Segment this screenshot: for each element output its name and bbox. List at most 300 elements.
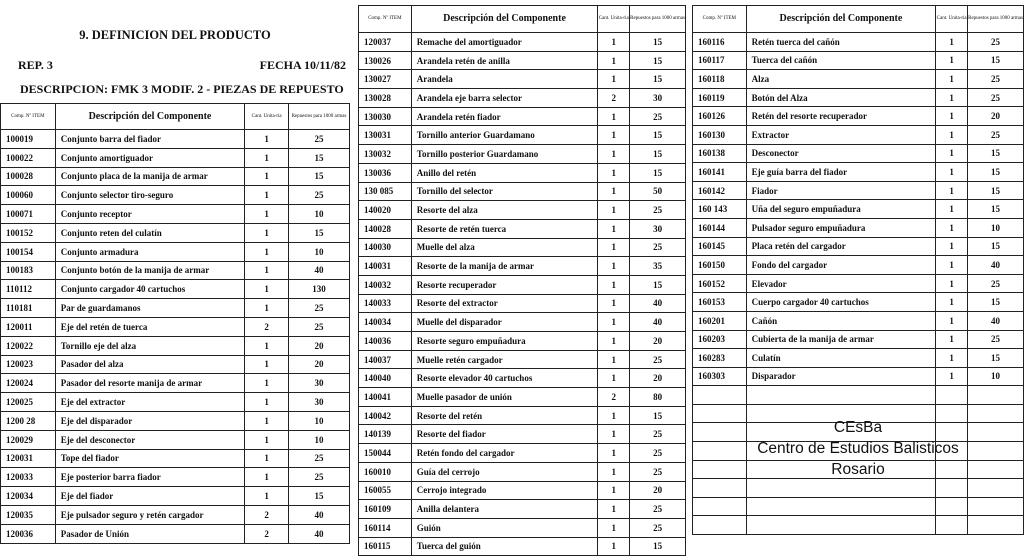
spares-cell: 10 [289,242,350,261]
table-row [693,330,1024,349]
table-row [359,425,686,444]
table-row [693,88,1024,107]
item-number-cell: 130 085 [359,182,412,201]
description-cell: Pasador del alza [55,355,245,374]
description-cell: Retén fondo del cargador [411,444,597,463]
table-row [1,280,350,299]
spares-cell: 15 [630,163,686,182]
empty-cell [936,516,968,535]
spares-cell: 40 [968,311,1024,330]
quantity-cell: 1 [245,186,289,205]
description-cell: Eje guía barra del fiador [746,163,936,182]
description-cell: Muelle del disparador [411,313,597,332]
table-row [359,369,686,388]
quantity-cell: 1 [598,107,630,126]
quantity-cell: 2 [245,505,289,524]
column-header-description: Descripción del Componente [55,104,245,130]
quantity-cell: 1 [598,275,630,294]
spares-cell: 15 [289,167,350,186]
item-number-cell: 120031 [1,449,56,468]
spares-cell: 15 [968,237,1024,256]
spares-cell: 15 [289,223,350,242]
quantity-cell: 1 [936,330,968,349]
table-row [693,163,1024,182]
column-header-spares [289,104,350,130]
item-number-cell: 120037 [359,33,412,52]
quantity-cell: 1 [598,126,630,145]
description-cell: Arandela eje barra selector [411,89,597,108]
item-number-cell: 160152 [693,274,747,293]
table-header-row [693,6,1024,33]
table-row [359,275,686,294]
item-number-cell: 160115 [359,537,412,556]
spares-cell: 15 [968,144,1024,163]
empty-cell [746,386,936,405]
item-number-cell: 130031 [359,126,412,145]
quantity-cell: 1 [245,374,289,393]
description-cell: Extractor [746,125,936,144]
description-cell: Resorte del extractor [411,294,597,313]
table-row [359,257,686,276]
quantity-cell: 1 [245,242,289,261]
quantity-cell: 2 [245,317,289,336]
description-cell: Anilla delantera [411,500,597,519]
quantity-cell: 1 [598,444,630,463]
description-cell: Resorte recuperador [411,275,597,294]
table-row [359,70,686,89]
table-row [359,406,686,425]
empty-table-row [693,516,1024,535]
spares-cell: 25 [630,201,686,220]
description-cell: Pasador del resorte manija de armar [55,374,245,393]
description-cell: Eje pulsador seguro y retén cargador [55,505,245,524]
item-number-cell: 120034 [1,487,56,506]
description-cell: Botón del Alza [746,88,936,107]
quantity-cell: 1 [598,219,630,238]
quantity-cell: 1 [598,406,630,425]
quantity-cell: 1 [598,462,630,481]
quantity-cell: 1 [598,425,630,444]
column-header-spares [630,6,686,33]
table-row [693,311,1024,330]
quantity-cell: 2 [598,388,630,407]
table-row [359,145,686,164]
table-row [693,107,1024,126]
description-cell: Tuerca del guión [411,537,597,556]
quantity-cell: 1 [245,261,289,280]
quantity-cell: 1 [598,500,630,519]
spares-cell: 20 [289,336,350,355]
watermark-line-3: Rosario [831,461,885,478]
item-number-cell: 140139 [359,425,412,444]
item-number-cell: 140033 [359,294,412,313]
item-number-cell: 160117 [693,51,747,70]
empty-cell [746,497,936,516]
spares-cell: 15 [289,487,350,506]
quantity-cell: 1 [598,350,630,369]
item-number-cell: 160126 [693,107,747,126]
spares-cell: 130 [289,280,350,299]
item-number-cell: 100071 [1,205,56,224]
quantity-cell: 1 [245,148,289,167]
description-cell: Eje posterior barra fiador [55,468,245,487]
description-cell: Muelle del alza [411,238,597,257]
item-number-cell: 140020 [359,201,412,220]
table-row [359,462,686,481]
table-row [693,51,1024,70]
item-number-cell: 120036 [1,524,56,543]
table-row [1,205,350,224]
table-row [693,274,1024,293]
item-number-cell: 160303 [693,367,747,386]
item-number-cell: 130030 [359,107,412,126]
description-cell: Conjunto barra del fiador [55,130,245,149]
empty-table-row [693,497,1024,516]
item-number-cell: 160283 [693,349,747,368]
spares-cell: 25 [968,125,1024,144]
item-number-cell: 160153 [693,293,747,312]
description-cell: Resorte elevador 40 cartuchos [411,369,597,388]
description-cell: Retén del resorte recuperador [746,107,936,126]
spares-cell: 15 [630,145,686,164]
description-cell: Arandela retén de anilla [411,51,597,70]
table-row [359,126,686,145]
table-row [359,388,686,407]
spares-cell: 30 [630,219,686,238]
item-number-cell: 100028 [1,167,56,186]
item-number-cell: 140031 [359,257,412,276]
quantity-cell: 1 [598,332,630,351]
spares-cell: 15 [968,181,1024,200]
spares-cell: 80 [630,388,686,407]
item-number-cell: 100152 [1,223,56,242]
table-row [1,505,350,524]
item-number-cell: 160 143 [693,200,747,219]
fecha-label: FECHA 10/11/82 [259,58,346,72]
description-cell: Conjunto receptor [55,205,245,224]
spares-cell: 15 [289,148,350,167]
description-cell: Cubierta de la manija de armar [746,330,936,349]
quantity-cell: 2 [598,89,630,108]
spares-cell: 15 [968,163,1024,182]
spares-cell: 15 [630,406,686,425]
spares-cell: 25 [630,238,686,257]
quantity-cell: 1 [598,182,630,201]
description-heading: DESCRIPCION: FMK 3 MODIF. 2 - PIEZAS DE REPUESTO [20,82,344,96]
quantity-cell: 1 [936,200,968,219]
item-number-cell: 140032 [359,275,412,294]
table-row [359,294,686,313]
description-cell: Muelle pasador de unión [411,388,597,407]
spares-cell: 40 [289,261,350,280]
item-number-cell: 160144 [693,218,747,237]
item-number-cell: 140037 [359,350,412,369]
table-row [1,355,350,374]
column-header-item-text: Comp. Nº ITEM [368,16,402,21]
spares-cell: 40 [289,505,350,524]
description-cell: Tornillo anterior Guardamano [411,126,597,145]
spares-cell: 25 [630,462,686,481]
description-cell: Retén tuerca del cañón [746,33,936,52]
description-cell: Cerrojo integrado [411,481,597,500]
description-cell: Placa retén del cargador [746,237,936,256]
spares-cell: 20 [630,481,686,500]
description-cell: Conjunto placa de la manija de armar [55,167,245,186]
quantity-cell: 1 [598,201,630,220]
quantity-cell: 1 [936,107,968,126]
column-header-description: Descripción del Componente [411,6,597,33]
item-number-cell: 100154 [1,242,56,261]
item-number-cell: 130036 [359,163,412,182]
description-cell: Tornillo posterior Guardamano [411,145,597,164]
description-cell: Fiador [746,181,936,200]
quantity-cell: 1 [598,257,630,276]
spares-cell: 10 [289,205,350,224]
spares-cell: 10 [968,367,1024,386]
table-row [1,374,350,393]
table-row [1,468,350,487]
column-header-spares-text: Repuestos para 1000 armas [630,16,685,21]
item-number-cell: 160141 [693,163,747,182]
description-cell: Guía del cerrojo [411,462,597,481]
quantity-cell: 1 [936,70,968,89]
spares-cell: 20 [289,355,350,374]
quantity-cell: 1 [245,411,289,430]
description-cell: Conjunto cargador 40 cartuchos [55,280,245,299]
table-row [359,182,686,201]
description-cell: Cuerpo cargador 40 cartuchos [746,293,936,312]
table-header-row [1,104,350,130]
table-row [1,487,350,506]
empty-cell [746,516,936,535]
spares-cell: 15 [630,51,686,70]
spares-cell: 15 [630,126,686,145]
quantity-cell: 1 [245,449,289,468]
empty-cell [936,479,968,498]
table-row [1,186,350,205]
table-row [359,332,686,351]
quantity-cell: 1 [598,294,630,313]
spares-cell: 30 [289,393,350,412]
item-number-cell: 140040 [359,369,412,388]
table-row [693,125,1024,144]
description-cell: Conjunto armadura [55,242,245,261]
spares-cell: 15 [630,33,686,52]
empty-cell [968,497,1024,516]
description-cell: Fondo del cargador [746,256,936,275]
quantity-cell: 1 [598,238,630,257]
table-row [693,70,1024,89]
rep-label: REP. 3 [18,58,53,72]
quantity-cell: 1 [936,349,968,368]
item-number-cell: 160138 [693,144,747,163]
item-number-cell: 120033 [1,468,56,487]
description-cell: Resorte de retén tuerca [411,219,597,238]
item-number-cell: 140041 [359,388,412,407]
item-number-cell: 160010 [359,462,412,481]
description-cell: Arandela retén fiador [411,107,597,126]
description-cell: Conjunto selector tiro-seguro [55,186,245,205]
column-header-spares-text: Repuestos para 1000 armas [291,113,347,119]
item-number-cell: 130026 [359,51,412,70]
description-cell: Resorte de la manija de armar [411,257,597,276]
table-row [1,524,350,543]
column-header-description: Descripción del Componente [746,6,936,33]
description-cell: Par de guardamanos [55,299,245,318]
spares-cell: 25 [630,444,686,463]
description-cell: Eje del retén de tuerca [55,317,245,336]
table-row [1,317,350,336]
description-cell: Pasador de Unión [55,524,245,543]
quantity-cell: 2 [245,524,289,543]
item-number-cell: 160109 [359,500,412,519]
spares-cell: 20 [630,332,686,351]
item-number-cell: 140034 [359,313,412,332]
description-cell: Desconector [746,144,936,163]
spares-cell: 25 [968,88,1024,107]
quantity-cell: 1 [245,223,289,242]
quantity-cell: 1 [245,430,289,449]
column-header-item-text: Comp. Nº ITEM [702,16,736,21]
item-number-cell: 120023 [1,355,56,374]
quantity-cell: 1 [936,181,968,200]
table-row [1,242,350,261]
quantity-cell: 1 [936,311,968,330]
item-number-cell: 1200 28 [1,411,56,430]
table-header-row [359,6,686,33]
empty-cell [968,516,1024,535]
description-cell: Guión [411,518,597,537]
spares-cell: 15 [630,537,686,556]
empty-cell [746,479,936,498]
parts-table-1 [0,103,350,544]
description-cell: Pulsador seguro empuñadura [746,218,936,237]
empty-cell [968,386,1024,405]
spares-cell: 15 [968,51,1024,70]
quantity-cell: 1 [245,336,289,355]
table-row [359,201,686,220]
table-row [1,449,350,468]
spares-cell: 15 [630,275,686,294]
item-number-cell: 120035 [1,505,56,524]
quantity-cell: 1 [936,256,968,275]
item-number-cell: 160142 [693,181,747,200]
spares-cell: 15 [968,200,1024,219]
column-header-spares [968,6,1024,33]
item-number-cell: 100183 [1,261,56,280]
item-number-cell: 110112 [1,280,56,299]
quantity-cell: 1 [936,144,968,163]
item-number-cell: 160201 [693,311,747,330]
description-cell: Alza [746,70,936,89]
description-cell: Anillo del retén [411,163,597,182]
quantity-cell: 1 [936,125,968,144]
item-number-cell: 120022 [1,336,56,355]
item-number-cell: 160118 [693,70,747,89]
item-number-cell: 140042 [359,406,412,425]
column-header-item [693,6,747,33]
table-row [359,500,686,519]
item-number-cell: 100060 [1,186,56,205]
quantity-cell: 1 [598,481,630,500]
table-row [693,237,1024,256]
item-number-cell: 120025 [1,393,56,412]
spares-cell: 40 [289,524,350,543]
quantity-cell: 1 [245,393,289,412]
table-row [359,350,686,369]
description-cell: Resorte del alza [411,201,597,220]
spares-cell: 25 [968,274,1024,293]
table-row [693,200,1024,219]
table-row [1,167,350,186]
quantity-cell: 1 [598,518,630,537]
item-number-cell: 130032 [359,145,412,164]
quantity-cell: 1 [936,367,968,386]
table-row [693,181,1024,200]
parts-table-2 [358,5,686,556]
spares-cell: 25 [289,468,350,487]
item-number-cell: 100019 [1,130,56,149]
quantity-cell: 1 [936,51,968,70]
spares-cell: 25 [630,350,686,369]
item-number-cell: 120011 [1,317,56,336]
table-row [359,518,686,537]
description-cell: Remache del amortiguador [411,33,597,52]
item-number-cell: 100022 [1,148,56,167]
description-cell: Conjunto botón de la manija de armar [55,261,245,280]
quantity-cell: 1 [245,130,289,149]
spares-cell: 15 [968,293,1024,312]
description-cell: Conjunto amortiguador [55,148,245,167]
empty-cell [693,386,747,405]
description-cell: Muelle retén cargador [411,350,597,369]
spares-cell: 15 [968,349,1024,368]
description-cell: Eje del disparador [55,411,245,430]
description-cell: Resorte del fiador [411,425,597,444]
item-number-cell: 140030 [359,238,412,257]
spares-cell: 15 [630,70,686,89]
description-cell: Disparador [746,367,936,386]
column-header-spares-text: Repuestos para 1000 armas [968,16,1023,21]
item-number-cell: 120024 [1,374,56,393]
table-row [359,107,686,126]
description-cell: Elevador [746,274,936,293]
table-row [1,130,350,149]
spares-cell: 20 [968,107,1024,126]
description-cell: Tope del fiador [55,449,245,468]
spares-cell: 30 [630,89,686,108]
description-cell: Eje del fiador [55,487,245,506]
spares-cell: 10 [968,218,1024,237]
table-row [359,89,686,108]
watermark-line-2: Centro de Estudios Balisticos [757,440,959,457]
description-cell: Culatín [746,349,936,368]
table-row [359,481,686,500]
item-number-cell: 160130 [693,125,747,144]
empty-cell [693,497,747,516]
description-cell: Tornillo del selector [411,182,597,201]
empty-cell [968,479,1024,498]
column-header-quantity-text: Cant. Unita-ria [251,113,282,119]
table-row [693,349,1024,368]
item-number-cell: 160119 [693,88,747,107]
spares-cell: 25 [289,186,350,205]
spares-cell: 40 [630,313,686,332]
table-row [359,33,686,52]
table-row [1,261,350,280]
spares-cell: 25 [968,330,1024,349]
description-cell: Conjunto reten del culatín [55,223,245,242]
